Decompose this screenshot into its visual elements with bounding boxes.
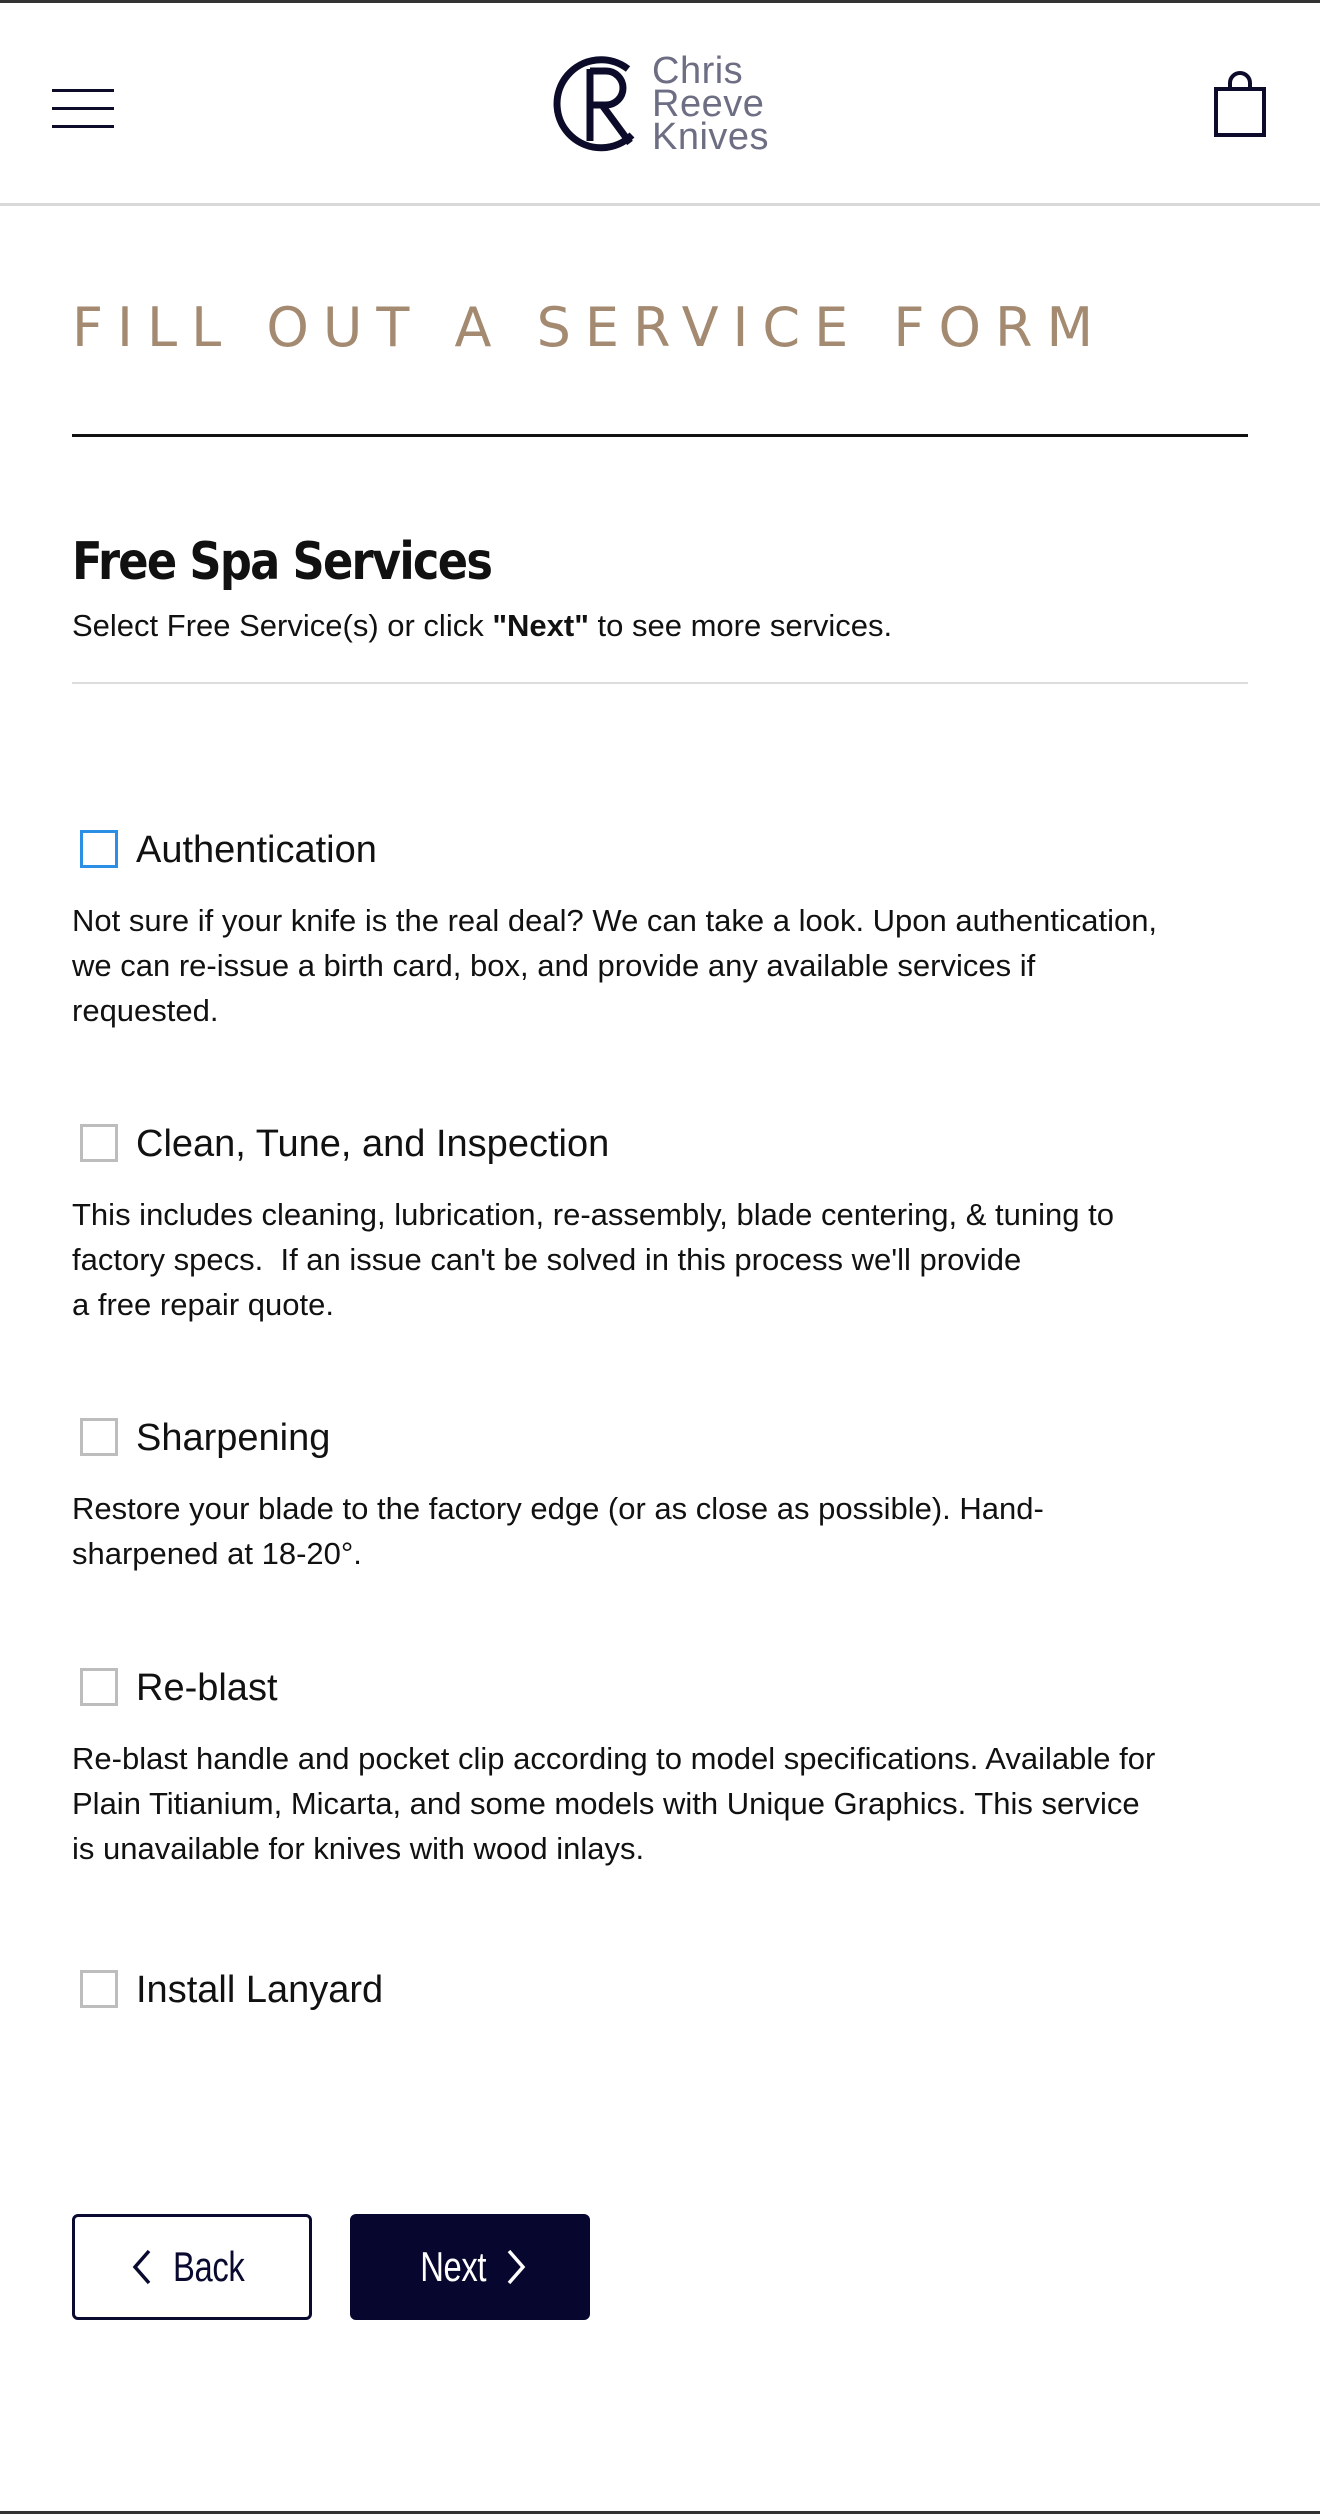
logo-monogram-icon [550, 51, 650, 155]
description-line: is unavailable for knives with wood inlays. [72, 1831, 645, 1866]
description-line: sharpened at 18-20°. [72, 1536, 362, 1571]
brand-logo[interactable] [550, 51, 790, 161]
hamburger-menu-icon[interactable] [52, 85, 114, 133]
description-line: Re-blast handle and pocket clip according to model specifications. Available for [72, 1741, 1156, 1776]
re-blast-checkbox[interactable] [80, 1668, 118, 1706]
service-option-row[interactable] [72, 1662, 1248, 1716]
chevron-right-icon [503, 2247, 529, 2287]
description-line: requested. [72, 993, 219, 1028]
description-line: This includes cleaning, lubrication, re-assembly, blade centering, & tuning to [72, 1197, 1114, 1232]
section-divider [72, 682, 1248, 684]
service-install-lanyard [72, 1964, 1248, 2018]
description-line: Restore your blade to the factory edge (or as close as possible). Hand- [72, 1491, 1044, 1526]
service-description [72, 898, 1248, 1033]
subtitle-text-start: Select Free Service(s) or click [72, 608, 493, 643]
service-clean-tune-inspection [72, 1118, 1248, 1327]
title-divider [72, 434, 1248, 437]
description-line: Not sure if your knife is the real deal? We can take a look. Upon authentication, [72, 903, 1158, 938]
logo-line-2: Reeve [652, 83, 765, 125]
section-subtitle [72, 606, 892, 646]
description-line: we can re-issue a birth card, box, and provide any available services if [72, 948, 1036, 983]
service-sharpening [72, 1412, 1248, 1576]
logo-wordmark [652, 50, 770, 158]
subtitle-next-emphasis: "Next" [492, 608, 589, 643]
service-label: Sharpening [136, 1417, 331, 1459]
clean-tune-inspection-checkbox[interactable] [80, 1124, 118, 1162]
sharpening-checkbox[interactable] [80, 1418, 118, 1456]
service-description [72, 1192, 1248, 1327]
authentication-checkbox[interactable] [80, 830, 118, 868]
install-lanyard-checkbox[interactable] [80, 1970, 118, 2008]
page-title: FILL OUT A SERVICE FORM [72, 296, 1108, 359]
back-button[interactable] [72, 2214, 312, 2320]
description-line: factory specs. If an issue can't be solved in this process we'll provide [72, 1242, 1022, 1277]
shopping-bag-icon[interactable] [1212, 69, 1268, 139]
service-option-row[interactable] [72, 1412, 1248, 1466]
description-line: a free repair quote. [72, 1287, 334, 1322]
service-option-row[interactable] [72, 1118, 1248, 1172]
chevron-left-icon [129, 2247, 155, 2287]
service-description [72, 1486, 1248, 1576]
service-option-row[interactable] [72, 1964, 1248, 2018]
next-button-label: Next [420, 2243, 486, 2290]
logo-line-1: Chris [652, 50, 744, 92]
back-button-label: Back [173, 2243, 245, 2290]
site-header [0, 3, 1320, 206]
service-re-blast [72, 1662, 1248, 1871]
logo-line-3: Knives [652, 116, 770, 158]
service-description [72, 1736, 1248, 1871]
service-label: Clean, Tune, and Inspection [136, 1123, 610, 1165]
service-option-row[interactable] [72, 824, 1248, 878]
service-label: Install Lanyard [136, 1969, 384, 2011]
description-line: Plain Titianium, Micarta, and some models with Unique Graphics. This service [72, 1786, 1140, 1821]
section-heading: Free Spa Services [72, 532, 492, 592]
subtitle-text-end: to see more services. [588, 608, 893, 643]
service-label: Authentication [136, 829, 377, 871]
next-button[interactable] [350, 2214, 590, 2320]
service-authentication [72, 824, 1248, 1033]
service-label: Re-blast [136, 1667, 278, 1709]
